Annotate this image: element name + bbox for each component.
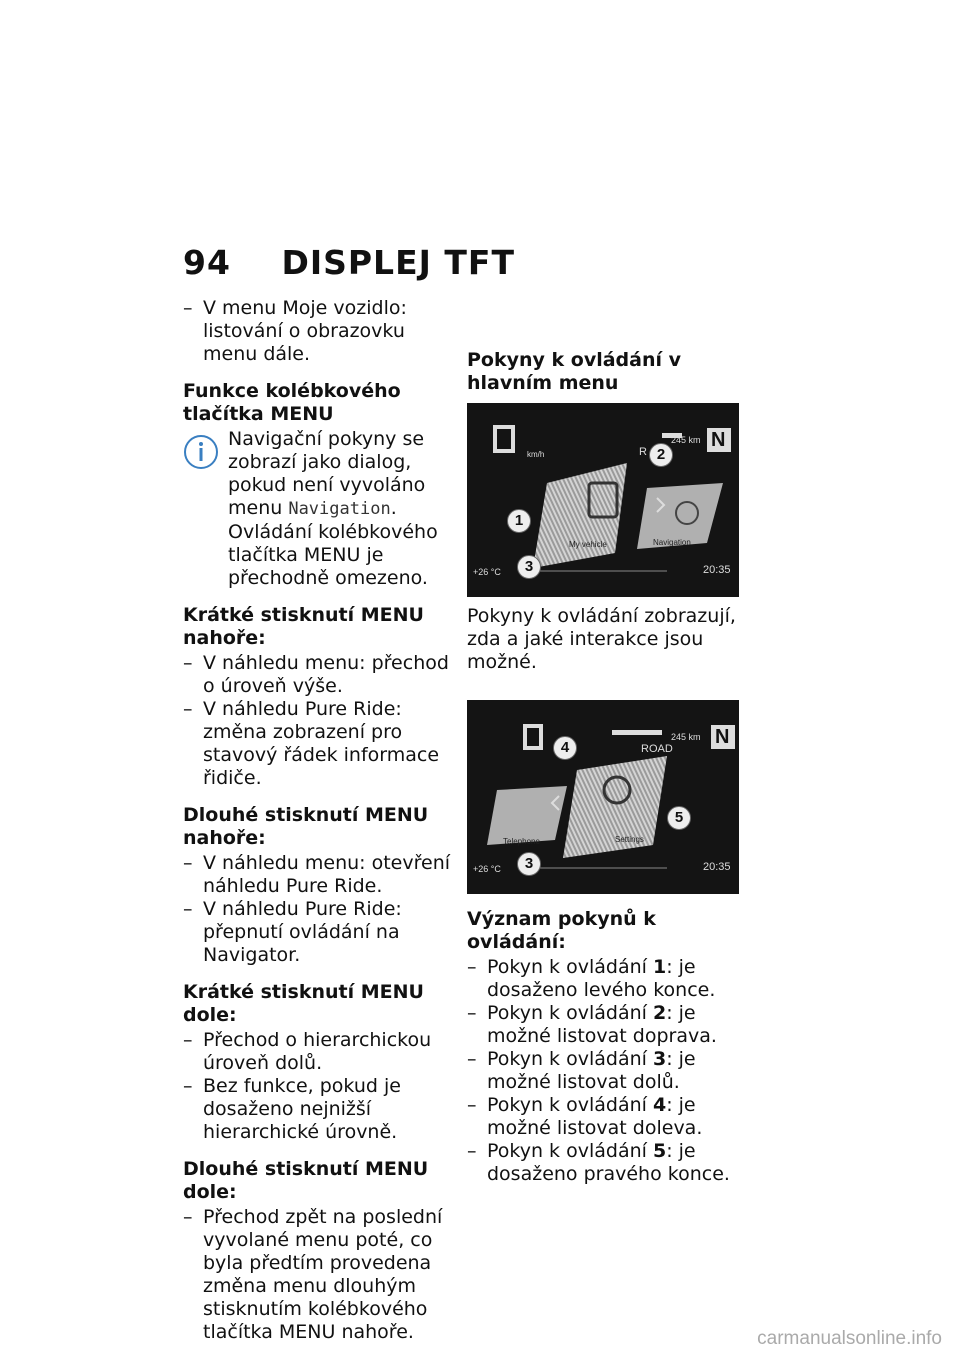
list-item: – V náhledu menu: otevření náhledu Pure Ride. bbox=[183, 852, 451, 897]
page-title: DISPLEJ TFT bbox=[281, 243, 515, 282]
info-note: Navigační pokyny se zobrazí jako dialog, pokud není vyvoláno menu Navigation. Ovládání kolébkového tlačítka MENU je přechodně omezeno. bbox=[183, 428, 451, 590]
section-heading: Funkce kolébkového tlačítka MENU bbox=[183, 380, 401, 425]
list-item: – Pokyn k ovládání 3: je možné listovat dolů. bbox=[467, 1048, 696, 1093]
section-heading: Krátké stisknutí MENU dole: bbox=[183, 981, 424, 1026]
callout-5: 5 bbox=[667, 806, 691, 830]
speed-digit bbox=[525, 726, 541, 748]
list-item: – V náhledu Pure Ride: přepnutí ovládání na Navigator. bbox=[183, 898, 402, 966]
section-heading: Význam pokynů k ovládání: bbox=[467, 908, 656, 953]
list-item: – Pokyn k ovládání 2: je možné listovat doprava. bbox=[467, 1002, 717, 1047]
list-item: – V náhledu Pure Ride: změna zobrazení pro stavový řádek informace řidiče. bbox=[183, 698, 440, 789]
list-item: – V náhledu menu: přechod o úroveň výše. bbox=[183, 652, 449, 697]
list-item: – Pokyn k ovládání 1: je dosaženo levého konce. bbox=[467, 956, 716, 1001]
page-header bbox=[183, 243, 515, 282]
callout-1: 1 bbox=[507, 509, 531, 533]
list-item: – V menu Moje vozidlo: listování o obrazovku menu dále. bbox=[183, 297, 407, 365]
tft-display-figure-2: 245 km ROAD N Telephone Settings +26 °C 20:35 4 5 3 bbox=[467, 700, 739, 894]
right-column bbox=[467, 297, 739, 1186]
list-item: – Přechod o hierarchickou úroveň dolů. bbox=[183, 1029, 432, 1074]
page-number: 94 bbox=[183, 243, 231, 282]
gear-indicator: N bbox=[711, 429, 726, 451]
tft-display-figure-1: km/h 245 km R N My vehicle Navigation +26 °C 20:35 1 2 3 bbox=[467, 403, 739, 597]
speed-digit bbox=[495, 427, 513, 451]
section-heading: Krátké stisknutí MENU nahoře: bbox=[183, 604, 424, 649]
fuel-gauge bbox=[612, 730, 662, 735]
callout-3: 3 bbox=[517, 852, 541, 876]
info-icon bbox=[183, 434, 219, 470]
section-heading: Dlouhé stisknutí MENU nahoře: bbox=[183, 804, 429, 849]
list-item: – Pokyn k ovládání 5: je dosaženo pravého konce. bbox=[467, 1140, 730, 1185]
callout-4: 4 bbox=[553, 736, 577, 760]
section-heading: Dlouhé stisknutí MENU dole: bbox=[183, 1158, 429, 1203]
list-item: – Pokyn k ovládání 4: je možné listovat doleva. bbox=[467, 1094, 703, 1139]
figure-caption: Pokyny k ovládání zobrazují, zda a jaké interakce jsou možné. bbox=[467, 605, 736, 673]
section-heading: Pokyny k ovládání v hlavním menu bbox=[467, 349, 682, 394]
left-column bbox=[183, 297, 451, 1344]
list-item: – Přechod zpět na poslední vyvolané menu poté, co byla předtím provedena změna menu dlouhým stisknutím kolébkového tlačítka MENU nahoře. bbox=[183, 1206, 443, 1343]
callout-2: 2 bbox=[649, 443, 673, 467]
callout-3: 3 bbox=[517, 555, 541, 579]
watermark: carmanualsonline.info bbox=[757, 1328, 942, 1349]
list-item: – Bez funkce, pokud je dosaženo nejnižší hierarchické úrovně. bbox=[183, 1075, 401, 1143]
code-text: Navigation bbox=[288, 499, 391, 519]
gear-indicator: N bbox=[715, 726, 730, 748]
